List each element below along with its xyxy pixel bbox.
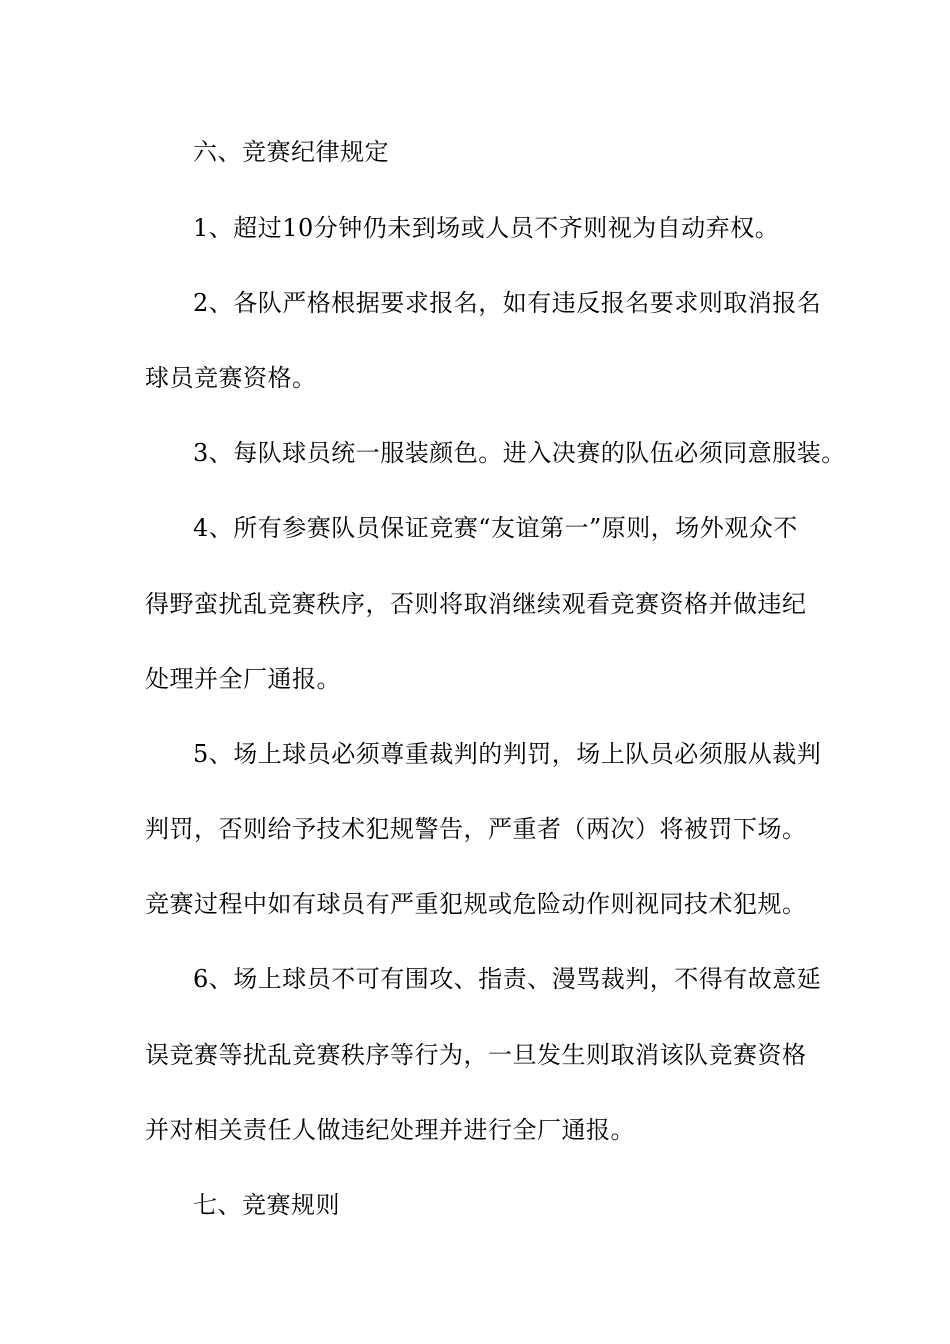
rule-6-line-1: 6、场上球员不可有围攻、指责、漫骂裁判，不得有故意延: [193, 965, 822, 993]
rule-3: 3、每队球员统一服装颜色。进入决赛的队伍必须同意服装。: [193, 439, 846, 467]
rule-4-line-3: 处理并全厂通报。: [145, 665, 341, 693]
rule-5-line-1: 5、场上球员必须尊重裁判的判罚，场上队员必须服从裁判: [193, 740, 822, 768]
rule-1: 1、超过10分钟仍未到场或人员不齐则视为自动弃权。: [193, 214, 780, 242]
rule-5-line-2: 判罚，否则给予技术犯规警告，严重者（两次）将被罚下场。: [145, 815, 807, 843]
section-heading-6: 六、竞赛纪律规定: [193, 138, 389, 166]
rule-6-line-3: 并对相关责任人做违纪处理并进行全厂通报。: [145, 1116, 635, 1144]
rule-6-line-2: 误竞赛等扰乱竞赛秩序等行为，一旦发生则取消该队竞赛资格: [145, 1041, 807, 1069]
rule-2-line-2: 球员竞赛资格。: [145, 364, 317, 392]
rule-4-line-1: 4、所有参赛队员保证竞赛“友谊第一”原则，场外观众不: [193, 514, 798, 542]
rule-2-line-1: 2、各队严格根据要求报名，如有违反报名要求则取消报名: [193, 289, 822, 317]
section-heading-7: 七、竞赛规则: [193, 1191, 340, 1219]
rule-5-line-3: 竞赛过程中如有球员有严重犯规或危险动作则视同技术犯规。: [145, 890, 807, 918]
rule-4-line-2: 得野蛮扰乱竞赛秩序，否则将取消继续观看竞赛资格并做违纪: [145, 590, 807, 618]
